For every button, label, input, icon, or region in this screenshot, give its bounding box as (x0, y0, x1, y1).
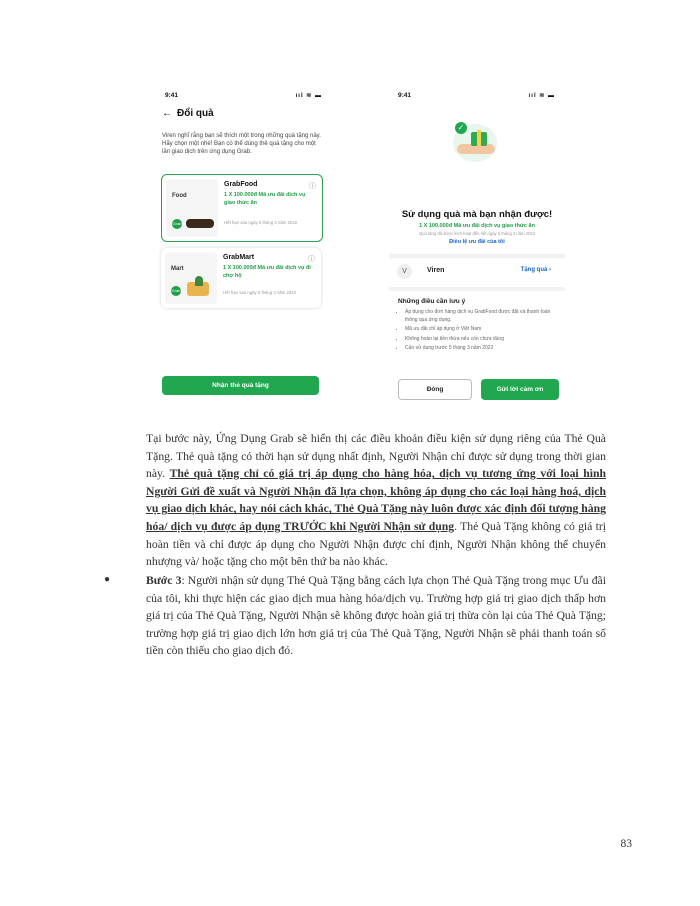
step-label: Bước 3 (146, 574, 182, 587)
card-title: GrabMart (223, 254, 255, 261)
sender-avatar: V (397, 264, 412, 279)
gift-condition: Quà tặng đã được kích hoạt đến hết ngày 5 tháng 3 năm 2022 (418, 231, 536, 236)
gift-thumbnail (165, 252, 217, 304)
send-gift-link[interactable]: Tặng quà › (520, 267, 551, 273)
notes-title: Những điều cần lưu ý (398, 298, 466, 305)
grab-logo-icon: Grab (171, 286, 181, 296)
send-thanks-button[interactable]: Gửi lời cảm ơn (481, 379, 559, 400)
bullet-icon: ● (104, 574, 111, 585)
back-arrow-icon[interactable]: ← (162, 108, 172, 119)
status-time: 9:41 (165, 92, 179, 99)
note-item: • Không hoàn lại tiền thừa nếu còn chưa dùng (405, 336, 560, 344)
phone-screenshot-use-gift (393, 88, 561, 406)
page-description: Viren nghĩ rằng bạn sẽ thích một trong những quà tặng này. Hãy chọn một nhé! Bạn có thể dùng thẻ quà tặng cho một lần giao dịch trên ứng dụng Grab. (162, 133, 321, 156)
gift-ribbon (477, 130, 481, 146)
gift-offer: 1 X 100.000đ Mã ưu đãi dịch vụ giao thức ăn (419, 223, 535, 229)
gift-illustration (449, 118, 501, 164)
sender-name: Viren (427, 267, 445, 274)
paragraph-text: Tại bước này, Ứng Dụng Grab sẽ hiển thị các điều khoản điều kiện sử dụng riêng của Thẻ Quà Tặng. Thẻ quà tặng có thời hạn sử dụng nhất định, Người Nhận chỉ được sử dụng trong thời gian này. (146, 432, 606, 481)
gift-thumbnail (166, 179, 218, 237)
section-divider (389, 287, 565, 291)
info-icon[interactable]: ⓘ (308, 256, 315, 263)
note-item: • Mã ưu đãi chỉ áp dụng ở Việt Nam (405, 326, 560, 334)
emphasized-text: Thẻ quà tặng chỉ có giá trị áp dụng cho hàng hóa, dịch vụ tương ứng với loại hình Người Gửi đề xuất và Người Nhận đã lựa chọn, không áp dụng cho các loại hàng hoá, dịch vụ giao dịch khác, hay nói cách khác, Thẻ Quà Tặng này luôn được xác định đối tượng hàng hóa/ dịch vụ được áp dụng TRƯỚC khi Người Nhận sử dụng (146, 467, 606, 533)
view-offer-link[interactable]: Điều lệ ưu đãi của tôi (449, 239, 505, 245)
paragraph-step3 (146, 572, 606, 660)
paragraph-text: . Thẻ Quà Tặng không có giá trị hoàn tiền và chỉ được áp dụng cho Người Nhận được chỉ định, Người Nhận không thể chuyển nhượng và/ hoặc tặng cho một bên thứ ba nào khác. (146, 519, 606, 569)
card-title: GrabFood (224, 181, 258, 188)
note-item: • Áp dụng cho đơn hàng dịch vụ GrabFood được đặt và thanh toán thông qua ứng dụng. (405, 309, 560, 324)
status-bar (395, 92, 559, 102)
signal-wifi-battery-icon: ııl ≋ ▬ (528, 93, 555, 99)
note-item: • Cần sử dụng trước 5 tháng 3 năm 2022 (405, 345, 560, 353)
notes-list (398, 309, 560, 355)
status-bar (162, 92, 326, 102)
food-image (186, 219, 214, 228)
gift-card-grabmart[interactable] (161, 248, 321, 308)
paragraph-step2-terms (146, 430, 606, 571)
sender-row[interactable] (397, 263, 557, 281)
page-header (162, 108, 214, 119)
card-offer: 1 X 100.000đ Mã ưu đãi dịch vụ đi chợ hộ (223, 265, 311, 279)
check-icon: ✓ (455, 122, 467, 134)
thumb-tag: Food (172, 193, 187, 199)
use-gift-title: Sử dụng quà mà bạn nhận được! (401, 209, 553, 220)
status-time: 9:41 (398, 92, 412, 99)
close-button[interactable]: Đóng (398, 379, 472, 400)
paragraph-text: : Người nhận sử dụng Thẻ Quà Tặng bằng cách lựa chọn Thẻ Quà Tặng trong mục Ưu đãi của tôi, khi thực hiện các giao dịch mua hàng hóa/dịch vụ. Trường hợp giá trị giao dịch thấp hơn giá trị của Thẻ Quà Tặng, Người Nhận sẽ không được hoàn giá trị thừa còn lại của Thẻ Quà Tặng; trường hợp giá trị giao dịch lớn hơn giá trị của Thẻ Quà Tặng, Người Nhận sẽ phải thanh toán số tiền còn thiếu cho giao dịch đó. (146, 574, 606, 658)
gift-card-grabfood[interactable] (161, 174, 323, 242)
signal-wifi-battery-icon: ııl ≋ ▬ (295, 93, 322, 99)
card-expiry: Hết hạn sau ngày 5 tháng 3 năm 2022 (224, 220, 298, 225)
section-divider (389, 254, 565, 258)
card-expiry: Hết hạn sau ngày 5 tháng 3 năm 2022 (223, 290, 297, 295)
page-title: Đổi quà (177, 108, 214, 119)
info-icon[interactable]: ⓘ (309, 183, 316, 190)
receive-gift-button[interactable]: Nhận thẻ quà tặng (162, 376, 319, 395)
grocery-leaves-image (195, 276, 203, 286)
page-number: 83 (620, 838, 632, 850)
phone-screenshot-redeem-gift (160, 88, 328, 406)
card-offer: 1 X 100.000đ Mã ưu đãi dịch vụ giao thức ăn (224, 192, 306, 206)
thumb-tag: Mart (171, 266, 184, 272)
grab-logo-icon: Grab (172, 219, 182, 229)
